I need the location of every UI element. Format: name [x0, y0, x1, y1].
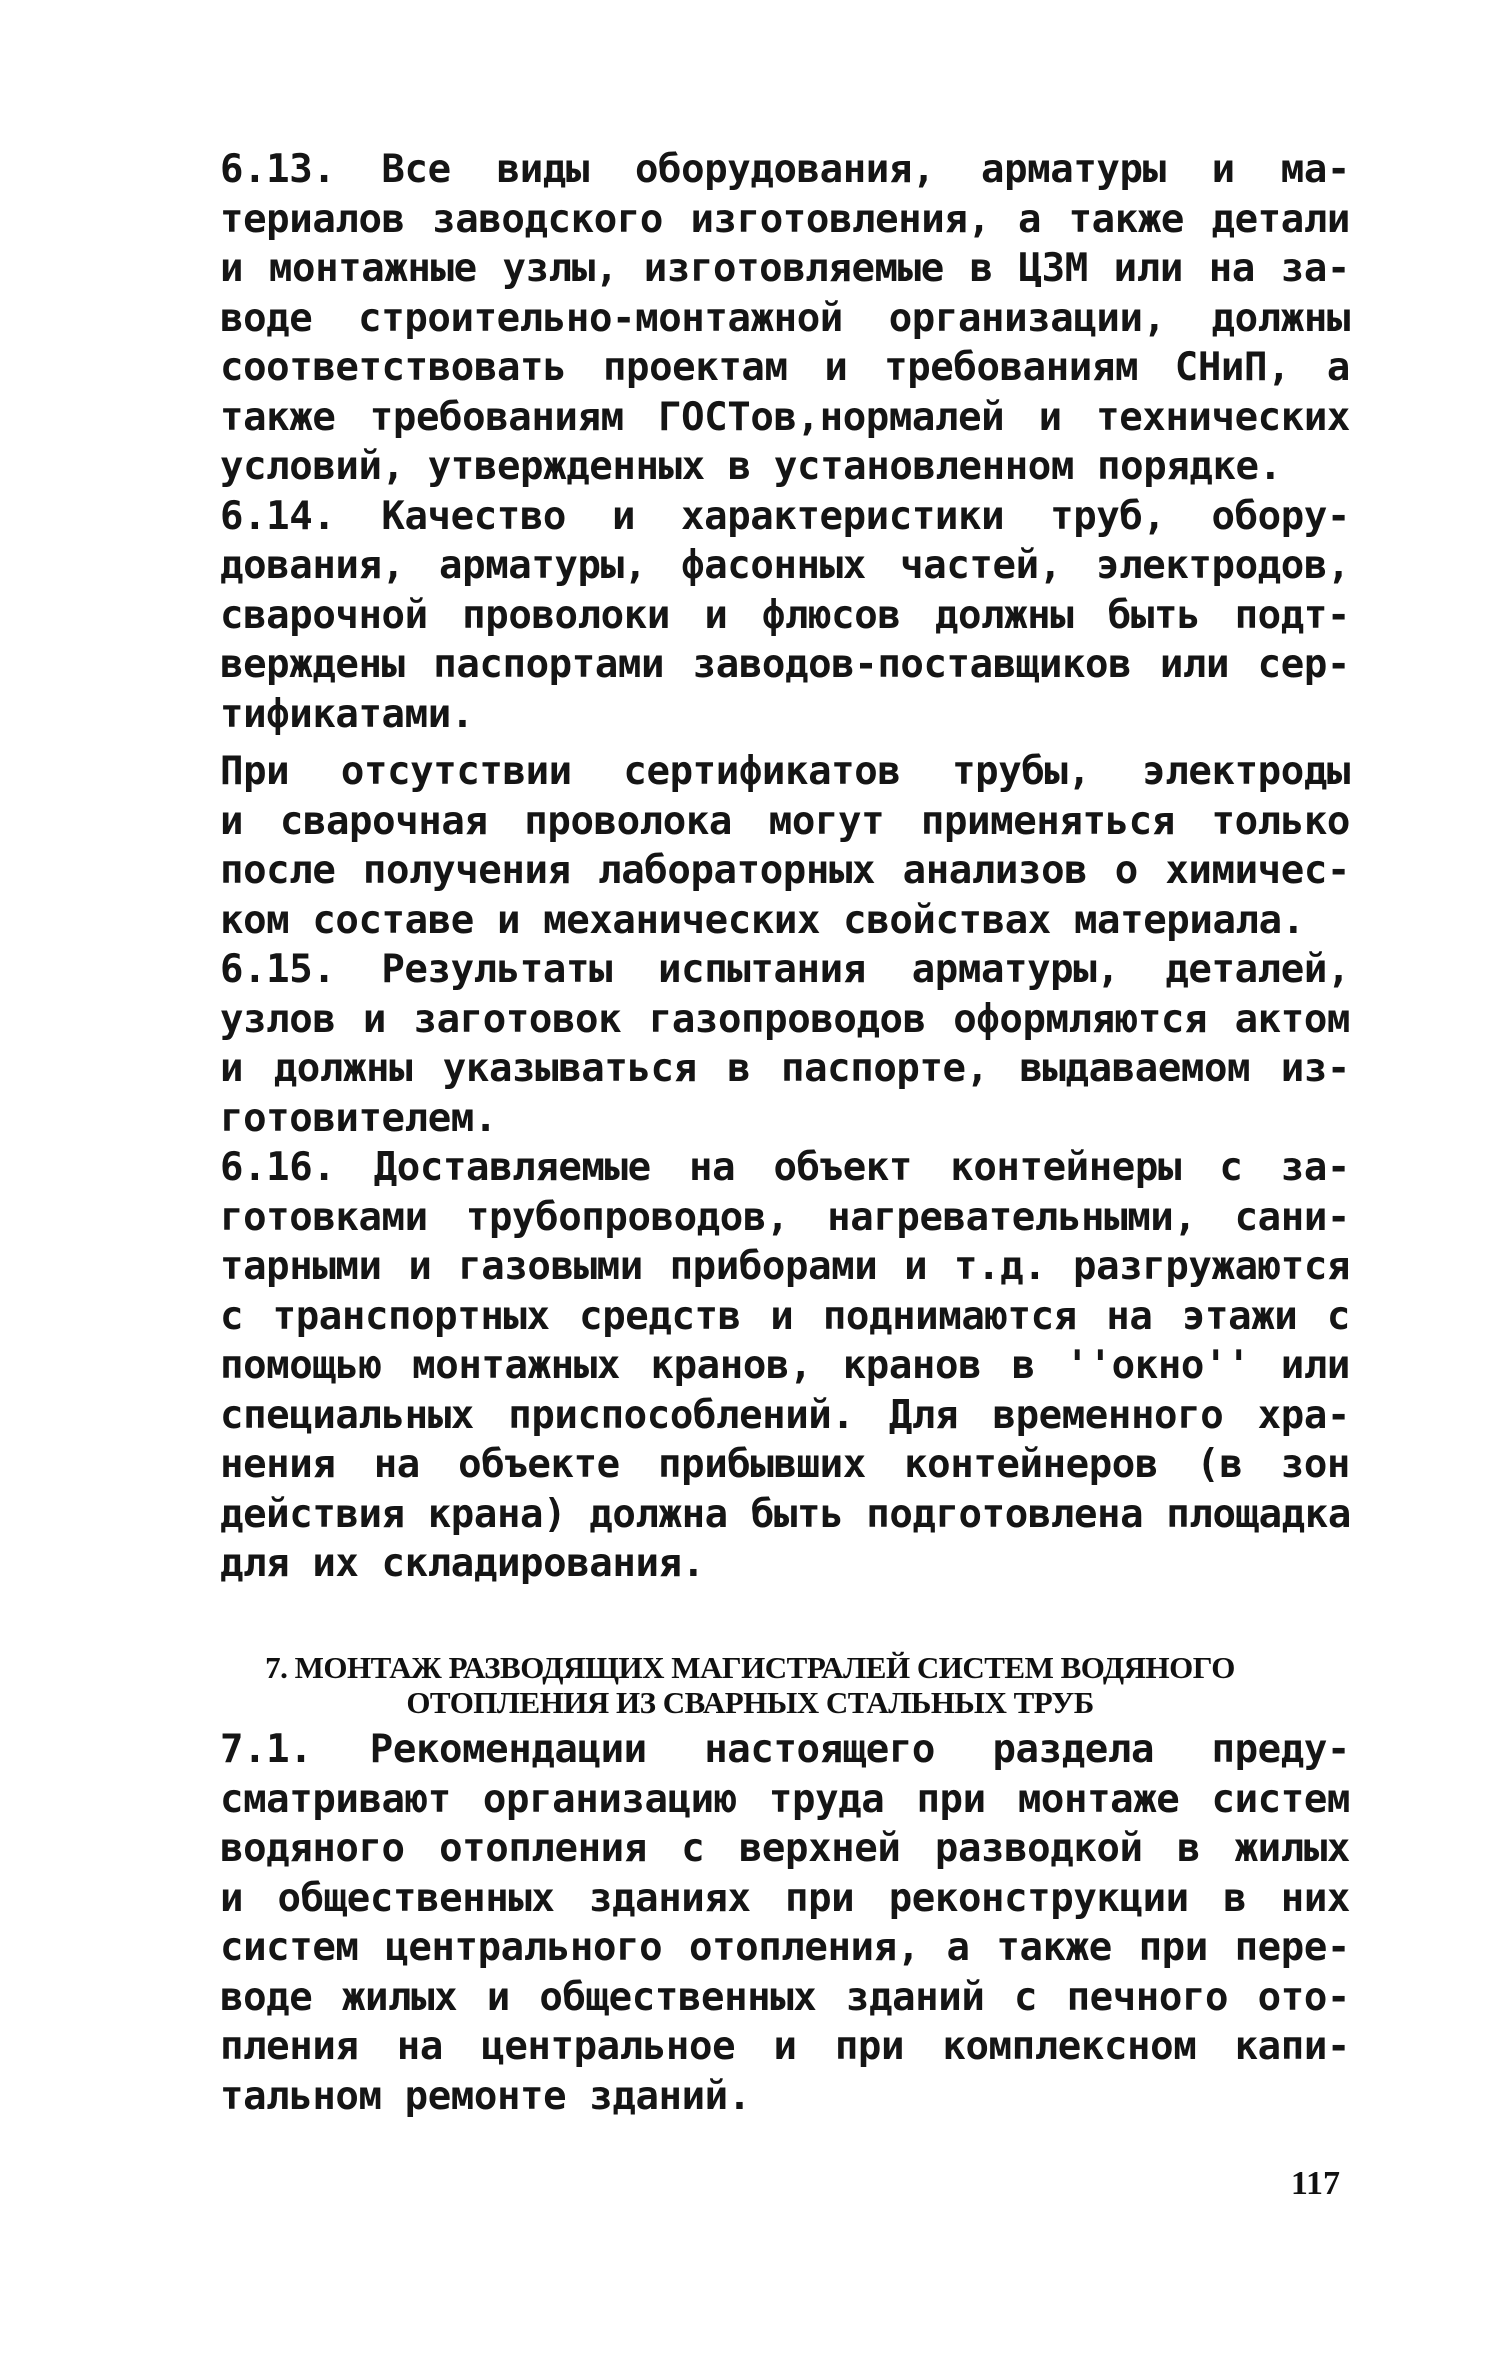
text-line: воде строительно-монтажной организации, должны	[220, 295, 1350, 341]
text-line: и сварочная проволока могут применяться только	[220, 798, 1350, 844]
text-line: При отсутствии сертификатов трубы, электроды	[220, 749, 1350, 794]
text-line: 6.14. Качество и характеристики труб, обору-	[220, 493, 1350, 539]
text-line: 6.13. Все виды оборудования, арматуры и ма-	[220, 147, 1350, 192]
section-heading	[150, 1650, 1350, 1720]
text-line: 6.15. Результаты испытания арматуры, деталей,	[220, 947, 1350, 992]
text-line: помощью монтажных кранов, кранов в ''окно'' или	[220, 1343, 1350, 1388]
text-line: нения на объекте прибывших контейнеров (в зон	[220, 1442, 1350, 1487]
body-text-lower	[150, 1725, 1350, 2121]
text-line: узлов и заготовок газопроводов оформляются актом	[220, 996, 1350, 1042]
text-line: верждены паспортами заводов-поставщиков или сер-	[220, 642, 1350, 687]
text-line: систем центрального отопления, а также при пере-	[220, 1925, 1350, 1970]
text-line: также требованиям ГОСТов,нормалей и технических	[220, 394, 1350, 440]
text-line: водяного отопления с верхней разводкой в жилых	[220, 1826, 1350, 1871]
paragraph-7-1	[150, 1725, 1350, 2121]
page-number: 117	[1290, 2165, 1340, 2202]
text-line: тальном ремонте зданий.	[220, 2073, 751, 2119]
text-line: после получения лабораторных анализов о химичес-	[220, 848, 1350, 893]
text-line: готовителем.	[220, 1095, 497, 1141]
paragraph-6-15	[150, 945, 1350, 1143]
text-line: и общественных зданиях при реконструкции в них	[220, 1875, 1350, 1921]
paragraph-6-14-continued	[150, 747, 1350, 945]
text-line: ком составе и механических свойствах материала.	[220, 897, 1305, 943]
text-line: дования, арматуры, фасонных частей, электродов,	[220, 543, 1350, 588]
text-line: пления на центральное и при комплексном капи-	[220, 2024, 1350, 2069]
text-line: териалов заводского изготовления, а также детали	[220, 196, 1350, 242]
text-line: с транспортных средств и поднимаются на этажи с	[220, 1293, 1350, 1339]
text-line: специальных приспособлений. Для временного хра-	[220, 1392, 1350, 1438]
text-line: сварочной проволоки и флюсов должны быть подт-	[220, 592, 1350, 638]
text-line: 7.1. Рекомендации настоящего раздела преду-	[220, 1727, 1350, 1772]
text-line: и монтажные узлы, изготовляемые в ЦЗМ или на за-	[220, 246, 1350, 291]
paragraph-6-14	[150, 492, 1350, 740]
paragraph-6-13	[150, 145, 1350, 492]
text-line: готовками трубопроводов, нагревательными, сани-	[220, 1194, 1350, 1240]
text-line: сматривают организацию труда при монтаже систем	[220, 1776, 1350, 1822]
paragraph-6-16	[150, 1143, 1350, 1589]
text-line: тарными и газовыми приборами и т.д. разгружаются	[220, 1244, 1350, 1289]
text-line: воде жилых и общественных зданий с печного ото-	[220, 1974, 1350, 2020]
text-line: тификатами.	[220, 691, 474, 737]
text-line: и должны указываться в паспорте, выдаваемом из-	[220, 1046, 1350, 1091]
text-line: для их складирования.	[220, 1541, 705, 1586]
text-line: действия крана) должна быть подготовлена площадка	[220, 1491, 1351, 1537]
section-heading-line-1: 7. МОНТАЖ РАЗВОДЯЩИХ МАГИСТРАЛЕЙ СИСТЕМ ВОДЯНОГО	[265, 1650, 1235, 1685]
section-heading-line-2: ОТОПЛЕНИЯ ИЗ СВАРНЫХ СТАЛЬНЫХ ТРУБ	[406, 1685, 1094, 1720]
text-line: 6.16. Доставляемые на объект контейнеры с за-	[220, 1145, 1350, 1190]
text-line: условий, утвержденных в установленном порядке.	[220, 444, 1282, 489]
body-text-upper	[150, 145, 1350, 1589]
text-line: соответствовать проектам и требованиям СНиП, а	[220, 345, 1350, 390]
